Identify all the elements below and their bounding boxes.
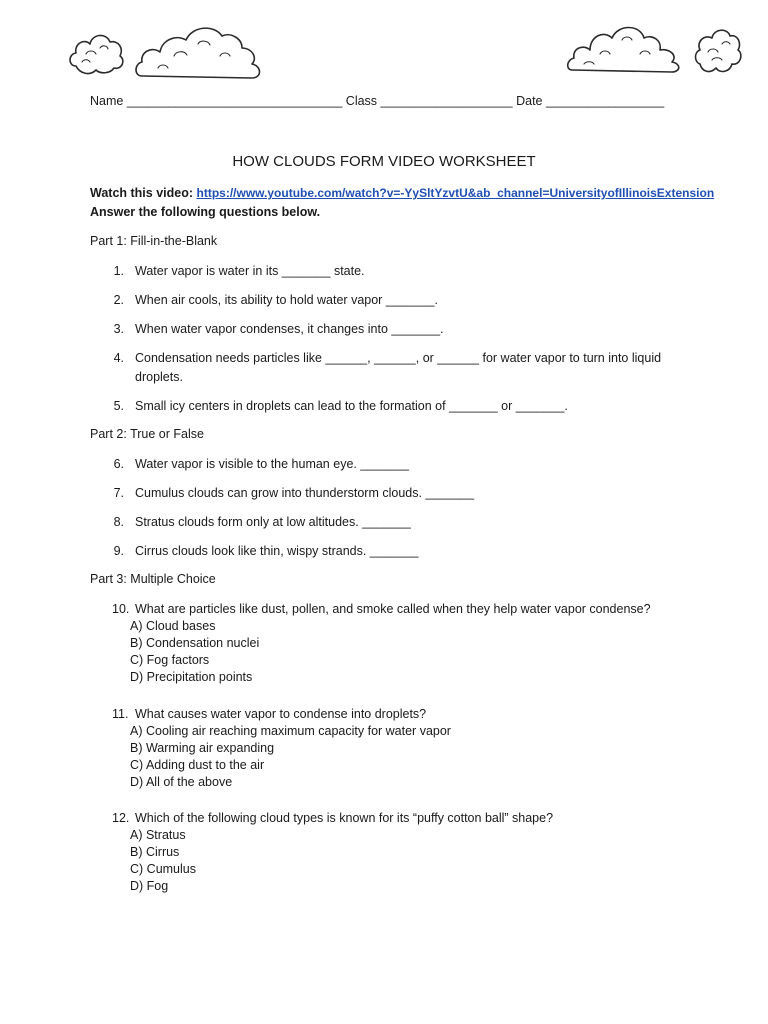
question-item — [112, 349, 692, 387]
question-text: Cirrus clouds look like thin, wispy strands. _______ — [135, 544, 419, 558]
question-text: What are particles like dust, pollen, and smoke called when they help water vapor condense? — [135, 602, 651, 616]
mc-question — [112, 810, 692, 895]
question-text: Water vapor is visible to the human eye. _______ — [135, 457, 409, 471]
part3-heading: Part 3: Multiple Choice — [90, 572, 216, 586]
question-text: Water vapor is water in its _______ state. — [135, 264, 365, 278]
part2-heading: Part 2: True or False — [90, 427, 204, 441]
answer-option[interactable]: D) Precipitation points — [130, 670, 253, 684]
cloud-icon — [692, 24, 742, 76]
cloud-icon — [566, 18, 682, 76]
question-text: Small icy centers in droplets can lead to the formation of _______ or _______. — [135, 399, 568, 413]
question-number: 12. — [112, 811, 130, 825]
answer-option[interactable]: B) Condensation nuclei — [130, 636, 260, 650]
question-item — [112, 262, 692, 281]
page-title: HOW CLOUDS FORM VIDEO WORKSHEET — [232, 153, 536, 170]
question-number: 6. — [113, 457, 124, 471]
question-item — [112, 397, 692, 416]
question-number: 10. — [112, 602, 130, 616]
question-item — [112, 455, 692, 474]
question-number: 1. — [113, 264, 124, 278]
question-number: 5. — [113, 399, 124, 413]
question-item — [112, 291, 692, 310]
question-number: 11. — [112, 707, 129, 721]
question-item — [112, 542, 692, 561]
question-item — [112, 513, 692, 532]
answer-option[interactable]: C) Adding dust to the air — [130, 758, 265, 772]
mc-question — [112, 706, 692, 791]
question-text: Stratus clouds form only at low altitudes. _______ — [135, 515, 411, 529]
cloud-icon — [66, 26, 126, 80]
answer-option[interactable]: D) Fog — [130, 879, 169, 893]
answer-option[interactable]: C) Fog factors — [130, 653, 210, 667]
question-text: Which of the following cloud types is known for its “puffy cotton ball” shape? — [135, 811, 554, 825]
cloud-icon — [134, 18, 264, 84]
question-number: 8. — [113, 515, 124, 529]
answer-option[interactable]: B) Cirrus — [130, 845, 180, 859]
question-text: When air cools, its ability to hold water vapor _______. — [135, 293, 438, 307]
watch-video-line — [90, 186, 714, 200]
answer-option[interactable]: B) Warming air expanding — [130, 741, 275, 755]
question-number: 4. — [113, 351, 124, 365]
question-number: 9. — [113, 544, 124, 558]
answer-option[interactable]: D) All of the above — [130, 775, 233, 789]
question-number: 7. — [113, 486, 124, 500]
video-link[interactable]: https://www.youtube.com/watch?v=-YySltYzvtU&ab_channel=UniversityofIllinoisExtension — [196, 186, 715, 200]
question-number: 3. — [113, 322, 124, 336]
question-text: Condensation needs particles like ______, ______, or ______ for water vapor to turn into liquid droplets. — [135, 351, 662, 384]
question-text: When water vapor condenses, it changes into _______. — [135, 322, 444, 336]
part1-heading: Part 1: Fill-in-the-Blank — [90, 234, 218, 248]
answer-option[interactable]: A) Cooling air reaching maximum capacity for water vapor — [130, 724, 451, 738]
answer-option[interactable]: A) Stratus — [130, 828, 186, 842]
student-info-line[interactable]: Name _______________________________ Class ___________________ Date _________________ — [90, 94, 665, 108]
answer-instruction: Answer the following questions below. — [90, 205, 321, 219]
watch-label: Watch this video: — [90, 186, 194, 200]
mc-question — [112, 601, 692, 686]
answer-option[interactable]: A) Cloud bases — [130, 619, 216, 633]
question-item — [112, 320, 692, 339]
question-number: 2. — [113, 293, 124, 307]
question-item — [112, 484, 692, 503]
answer-option[interactable]: C) Cumulus — [130, 862, 196, 876]
question-text: What causes water vapor to condense into droplets? — [135, 707, 427, 721]
question-text: Cumulus clouds can grow into thunderstorm clouds. _______ — [135, 486, 475, 500]
